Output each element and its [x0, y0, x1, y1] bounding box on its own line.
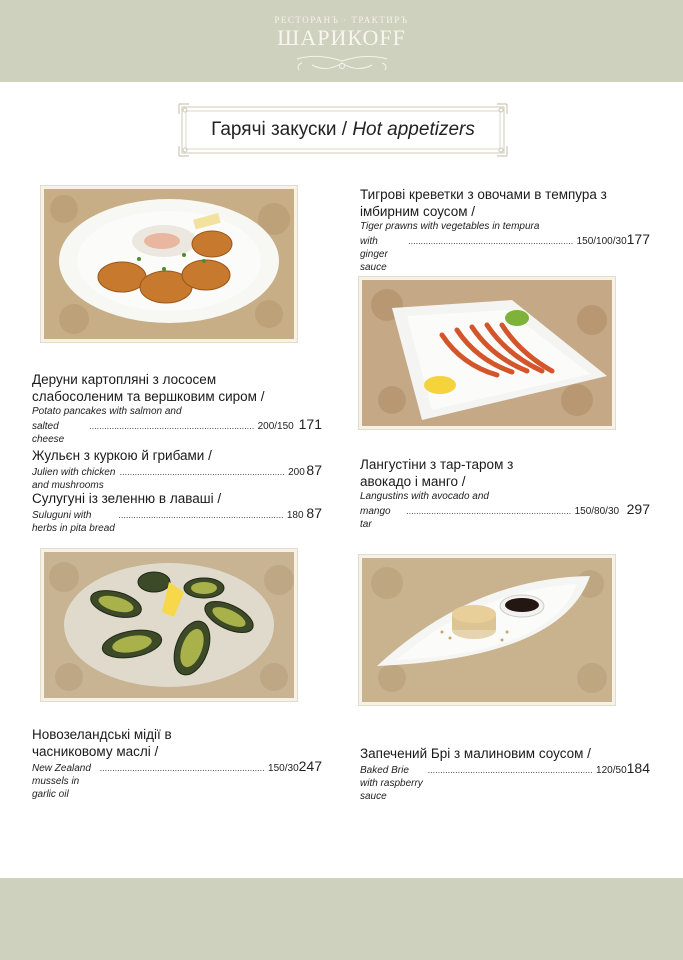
leader-dots: ..................................................................	[120, 467, 286, 477]
menu-item-suluguni	[32, 490, 322, 535]
dish-weight: 120/50	[596, 765, 627, 776]
logo-brand: ШАРИКОFF	[277, 25, 406, 50]
leader-dots: ..................................................................	[428, 765, 594, 775]
leader-dots: ..................................................................	[408, 236, 574, 246]
dish-name-en-line2: with ginger sauce	[360, 236, 388, 273]
menu-item-julien	[32, 447, 322, 492]
dish-weight: 200/150	[257, 421, 294, 432]
dish-name-uk: Жульєн з куркою й грибами /	[32, 448, 212, 463]
dish-name-en-line2: Julien with chicken and mushrooms	[32, 467, 116, 491]
dish-name-uk: Деруни картопляні з лососем слабосоленим та вершковим сиром /	[32, 372, 265, 404]
photo-tiger-prawns	[358, 276, 616, 430]
dish-price: 297	[626, 501, 650, 517]
dish-name-en-line2: Baked Brie with raspberry sauce	[360, 765, 423, 802]
dish-weight: 180	[286, 510, 304, 521]
photo-mussels	[40, 548, 298, 702]
dish-name-en-line2: mango tar	[360, 506, 391, 530]
photo-potato-pancakes	[40, 185, 298, 343]
title-ukrainian: Гарячі закуски /	[211, 119, 348, 140]
leader-dots: ..................................................................	[89, 421, 255, 431]
dish-name-en-line2: New Zealand mussels in garlic oil	[32, 763, 91, 800]
dish-name-uk: Новозеландські мідії в часниковому маслі /	[32, 727, 172, 759]
dish-price: 247	[298, 758, 322, 774]
title-english: Hot appetizers	[352, 119, 475, 140]
dish-name-en-line2: salted cheese	[32, 421, 65, 445]
menu-item-tiger-prawns	[360, 186, 650, 274]
dish-weight: 150/100/30	[576, 236, 627, 247]
dish-name-uk: Лангустіни з тар-таром з авокадо і манго /	[360, 457, 514, 489]
flourish-ornament-icon	[292, 51, 392, 73]
menu-item-mussels	[32, 726, 322, 801]
menu-item-potato-pancakes	[32, 371, 322, 446]
dish-name-en-line1: Potato pancakes with salmon and	[32, 406, 182, 417]
dish-price: 171	[298, 416, 322, 432]
dish-price: 184	[626, 760, 650, 776]
logo-subtitle: РЕСТОРАНЪ · ТРАКТИРЪ	[274, 15, 409, 25]
section-title	[178, 103, 508, 157]
dish-name-en-line2: Suluguni with herbs in pita bread	[32, 510, 115, 534]
dish-weight: 150/80/30	[574, 506, 620, 517]
dish-price: 87	[306, 462, 322, 478]
dish-weight: 150/30	[268, 763, 299, 774]
photo-baked-brie	[358, 554, 616, 706]
dish-name-en-line1: Tiger prawns with vegetables in tempura	[360, 221, 540, 232]
leader-dots: ..................................................................	[118, 510, 284, 520]
dish-price: 87	[306, 505, 322, 521]
dish-name-uk: Тигрові креветки з овочами в темпура з імбирним соусом /	[360, 187, 607, 219]
leader-dots: ..................................................................	[406, 506, 572, 516]
dish-price: 177	[626, 231, 650, 247]
dish-name-uk: Сулугуні із зеленню в лаваші /	[32, 491, 222, 506]
menu-item-baked-brie	[360, 745, 650, 803]
menu-item-langustins	[360, 456, 650, 531]
dish-weight: 200	[288, 467, 305, 478]
dish-name-uk: Запечений Брі з малиновим соусом /	[360, 746, 591, 761]
leader-dots: ..................................................................	[100, 763, 266, 773]
dish-name-en-line1: Langustins with avocado and	[360, 491, 489, 502]
footer-band	[0, 878, 683, 960]
